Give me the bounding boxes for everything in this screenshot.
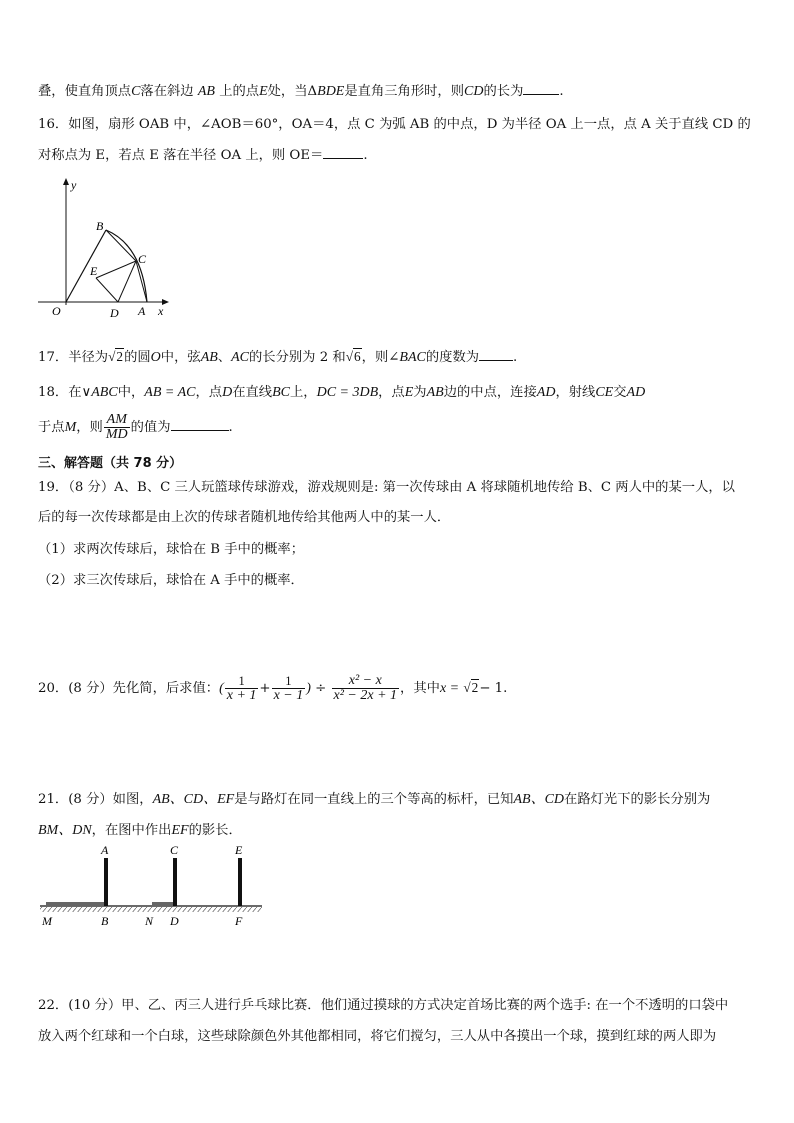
q21-line2 — [38, 822, 242, 840]
q17-chord-ab: AB — [200, 350, 218, 365]
label-d: D — [110, 306, 119, 320]
q17-circle-o: O — [150, 350, 161, 365]
denominator: x + 1 — [226, 688, 257, 703]
shadow-bm — [46, 902, 106, 906]
denominator: x² − 2x + 1 — [333, 688, 398, 703]
radicand: 2 — [116, 349, 124, 364]
q18-point-m: M — [64, 420, 77, 435]
q17-text: ，则∠ — [361, 350, 400, 365]
q21-text: 的影长． — [188, 823, 242, 838]
q21-text: 是与路灯在同一直线上的三个等高的标杆，已知 — [234, 792, 514, 807]
q18-line2 — [38, 413, 233, 442]
q21-poles: AB、CD、EF — [152, 792, 235, 807]
q18-segment-ad: AD — [626, 385, 646, 400]
q17-line — [38, 348, 517, 367]
q17-text: 的圆 — [124, 350, 151, 365]
q17-end: . — [513, 350, 518, 365]
q22-line1: 22．(10 分）甲、乙、丙三人进行乒乓球比赛．他们通过摸球的方式决定首场比赛的两个选手: 在一个不透明的口袋中 — [38, 998, 729, 1013]
q18-end: . — [228, 420, 233, 435]
q18-segment-ad: AD — [536, 385, 556, 400]
ground-hatch — [40, 907, 262, 912]
q21-line1 — [38, 791, 710, 809]
denominator: x − 1 — [273, 688, 304, 703]
label-y: y — [71, 178, 77, 192]
q18-text: 上， — [289, 385, 317, 400]
q18-ray-ce: CE — [595, 385, 614, 400]
q17-text: 的度数为 — [425, 350, 480, 365]
q20-minus-one: − 1 — [479, 681, 504, 696]
q15-point-e: E — [259, 84, 268, 99]
q16-line2 — [38, 146, 368, 165]
q16-text: 对称点为 E，若点 E 落在半径 OA 上，则 OE＝ — [38, 148, 324, 163]
label-b: B — [96, 219, 104, 233]
q18-text: ，点 — [378, 385, 405, 400]
q20-x-eq: x = — [439, 681, 460, 696]
q21-text: 21．(8 分）如图， — [38, 792, 153, 807]
label-e: E — [90, 264, 98, 278]
sqrt-6: √6 — [345, 349, 361, 364]
label-a: A — [138, 304, 146, 318]
label-b: B — [101, 914, 109, 928]
answer-blank[interactable] — [171, 418, 229, 431]
q19-line1: 19．（8 分）A、B、C 三人玩篮球传球游戏，游戏规则是: 第一次传球由 A 将球随机地传给 B、C 两人中的某一人，以 — [38, 480, 735, 495]
q18-text: 18．在∨ — [38, 385, 92, 400]
q21-poles: AB、CD — [513, 792, 565, 807]
q18-text: ，则 — [76, 420, 103, 435]
q20-text: 20．(8 分）先化简，后求值： — [38, 681, 220, 696]
label-o: O — [52, 304, 61, 318]
fraction-2 — [272, 674, 306, 703]
q15-point-c: C — [131, 84, 141, 99]
label-n: N — [145, 914, 154, 928]
label-d: D — [170, 914, 179, 928]
fraction-1 — [225, 674, 259, 703]
numerator: AM — [104, 413, 130, 428]
q17-text: 17．半径为 — [38, 350, 109, 365]
q16-line1: 16．如图，扇形 OAB 中，∠AOB＝60°，OA＝4，点 C 为弧 AB 的中点，D 为半径 OA 上一点，点 A 关于直线 CD 的 — [38, 117, 751, 132]
q19-line2: 后的每一次传球都是由上次的传球者随机地传给其他两人中的某一人． — [38, 510, 451, 525]
label-e: E — [235, 843, 243, 857]
shadow-dn — [152, 902, 174, 906]
q15-text: 上的点 — [219, 84, 260, 99]
label-x: x — [158, 304, 164, 318]
q20-text: ，其中 — [400, 681, 440, 696]
y-axis-arrow — [63, 178, 69, 185]
q15-segment-cd: CD — [464, 84, 484, 99]
pole-cd — [173, 858, 177, 906]
q15-segment-ab: AB — [197, 84, 215, 99]
section-title: 三、解答题（共 78 分） — [38, 456, 183, 471]
q18-line1 — [38, 384, 645, 402]
answer-blank[interactable] — [479, 348, 513, 361]
arc-ab — [106, 230, 147, 302]
q15-text: 处，当Δ — [267, 84, 318, 99]
q18-text: 中， — [117, 385, 145, 400]
pole-ab — [104, 858, 108, 906]
q17-chord-ac: AC — [231, 350, 249, 365]
q18-text: 于点 — [38, 420, 65, 435]
q16-figure — [30, 175, 180, 320]
q15-text: 落在斜边 — [140, 84, 194, 99]
q18-eq2: DC = 3DB — [316, 385, 379, 400]
label-c: C — [170, 843, 179, 857]
q18-side-ab: AB — [426, 385, 444, 400]
sqrt-2: √2 — [463, 680, 479, 695]
radicand: 6 — [354, 349, 361, 364]
label-f: F — [235, 914, 243, 928]
segment-ca — [136, 261, 147, 302]
pole-ef — [238, 858, 242, 906]
q15-text: 的长为 — [483, 84, 524, 99]
q18-text: ，射线 — [555, 385, 596, 400]
q18-line-bc: BC — [272, 385, 290, 400]
q20-line: 20．(8 分）先化简，后求值：( $\frac{1}{x + 1}$ + $\frac{1}{x - 1}$ ) ÷ $\frac{\text{x² − x}}{\text{x² − 2x + 1}}$ ，其中x = √2− 1. — [38, 673, 508, 703]
label-m: M — [42, 914, 52, 928]
q18-text: 边的中点，连接 — [443, 385, 537, 400]
q17-sep: 、 — [217, 350, 232, 365]
q20-end: . — [503, 681, 508, 696]
q21-text: ，在图中作出 — [91, 823, 172, 838]
fraction-3 — [332, 674, 400, 703]
radicand: 2 — [471, 680, 479, 695]
q15-end: . — [559, 84, 564, 99]
q19-sub1: （1）求两次传球后，球恰在 B 手中的概率； — [38, 542, 305, 557]
q18-eq1: AB = AC — [144, 385, 196, 400]
q18-text: 在直线 — [232, 385, 273, 400]
answer-blank[interactable] — [523, 82, 559, 95]
q15-triangle-bde: BDE — [317, 84, 345, 99]
numerator: 1 — [225, 674, 259, 689]
segment-bc — [106, 230, 136, 261]
q18-text: 的值为 — [130, 420, 171, 435]
q18-text: 交 — [613, 385, 627, 400]
q15-text: 是直角三角形时，则 — [344, 84, 465, 99]
q21-figure — [36, 842, 266, 930]
label-a: A — [101, 843, 109, 857]
q18-text: 为 — [413, 385, 427, 400]
q15-text: 叠，使直角顶点 — [38, 84, 132, 99]
q17-angle-bac: BAC — [399, 350, 426, 365]
q16-end: . — [363, 148, 368, 163]
sqrt-2: √2 — [108, 349, 124, 364]
numerator: x² − x — [332, 674, 400, 689]
denominator: MD — [105, 427, 128, 442]
q18-text: ，点 — [195, 385, 223, 400]
q17-text: 中，弦 — [160, 350, 201, 365]
q22-line2: 放入两个红球和一个白球，这些球除颜色外其他都相同，将它们搅匀，三人从中各摸出一个球，摸到红球的两人即为 — [38, 1029, 717, 1044]
q18-point-d: D — [222, 385, 233, 400]
numerator: 1 — [272, 674, 306, 689]
segment-ob — [66, 230, 106, 302]
q17-text: 的长分别为 2 和 — [248, 350, 346, 365]
segment-ed — [96, 278, 118, 302]
q21-shadows: BM、DN — [38, 823, 92, 838]
q19-sub2: （2）求三次传球后，球恰在 A 手中的概率． — [38, 573, 304, 588]
q15-line — [38, 82, 564, 101]
q21-text: 在路灯光下的影长分别为 — [564, 792, 711, 807]
answer-blank[interactable] — [323, 146, 363, 159]
q18-triangle: ABC — [91, 385, 118, 400]
label-c: C — [138, 252, 147, 266]
fraction-am-md — [104, 413, 130, 442]
q18-point-e: E — [404, 385, 414, 400]
q21-pole-ef: EF — [171, 823, 189, 838]
